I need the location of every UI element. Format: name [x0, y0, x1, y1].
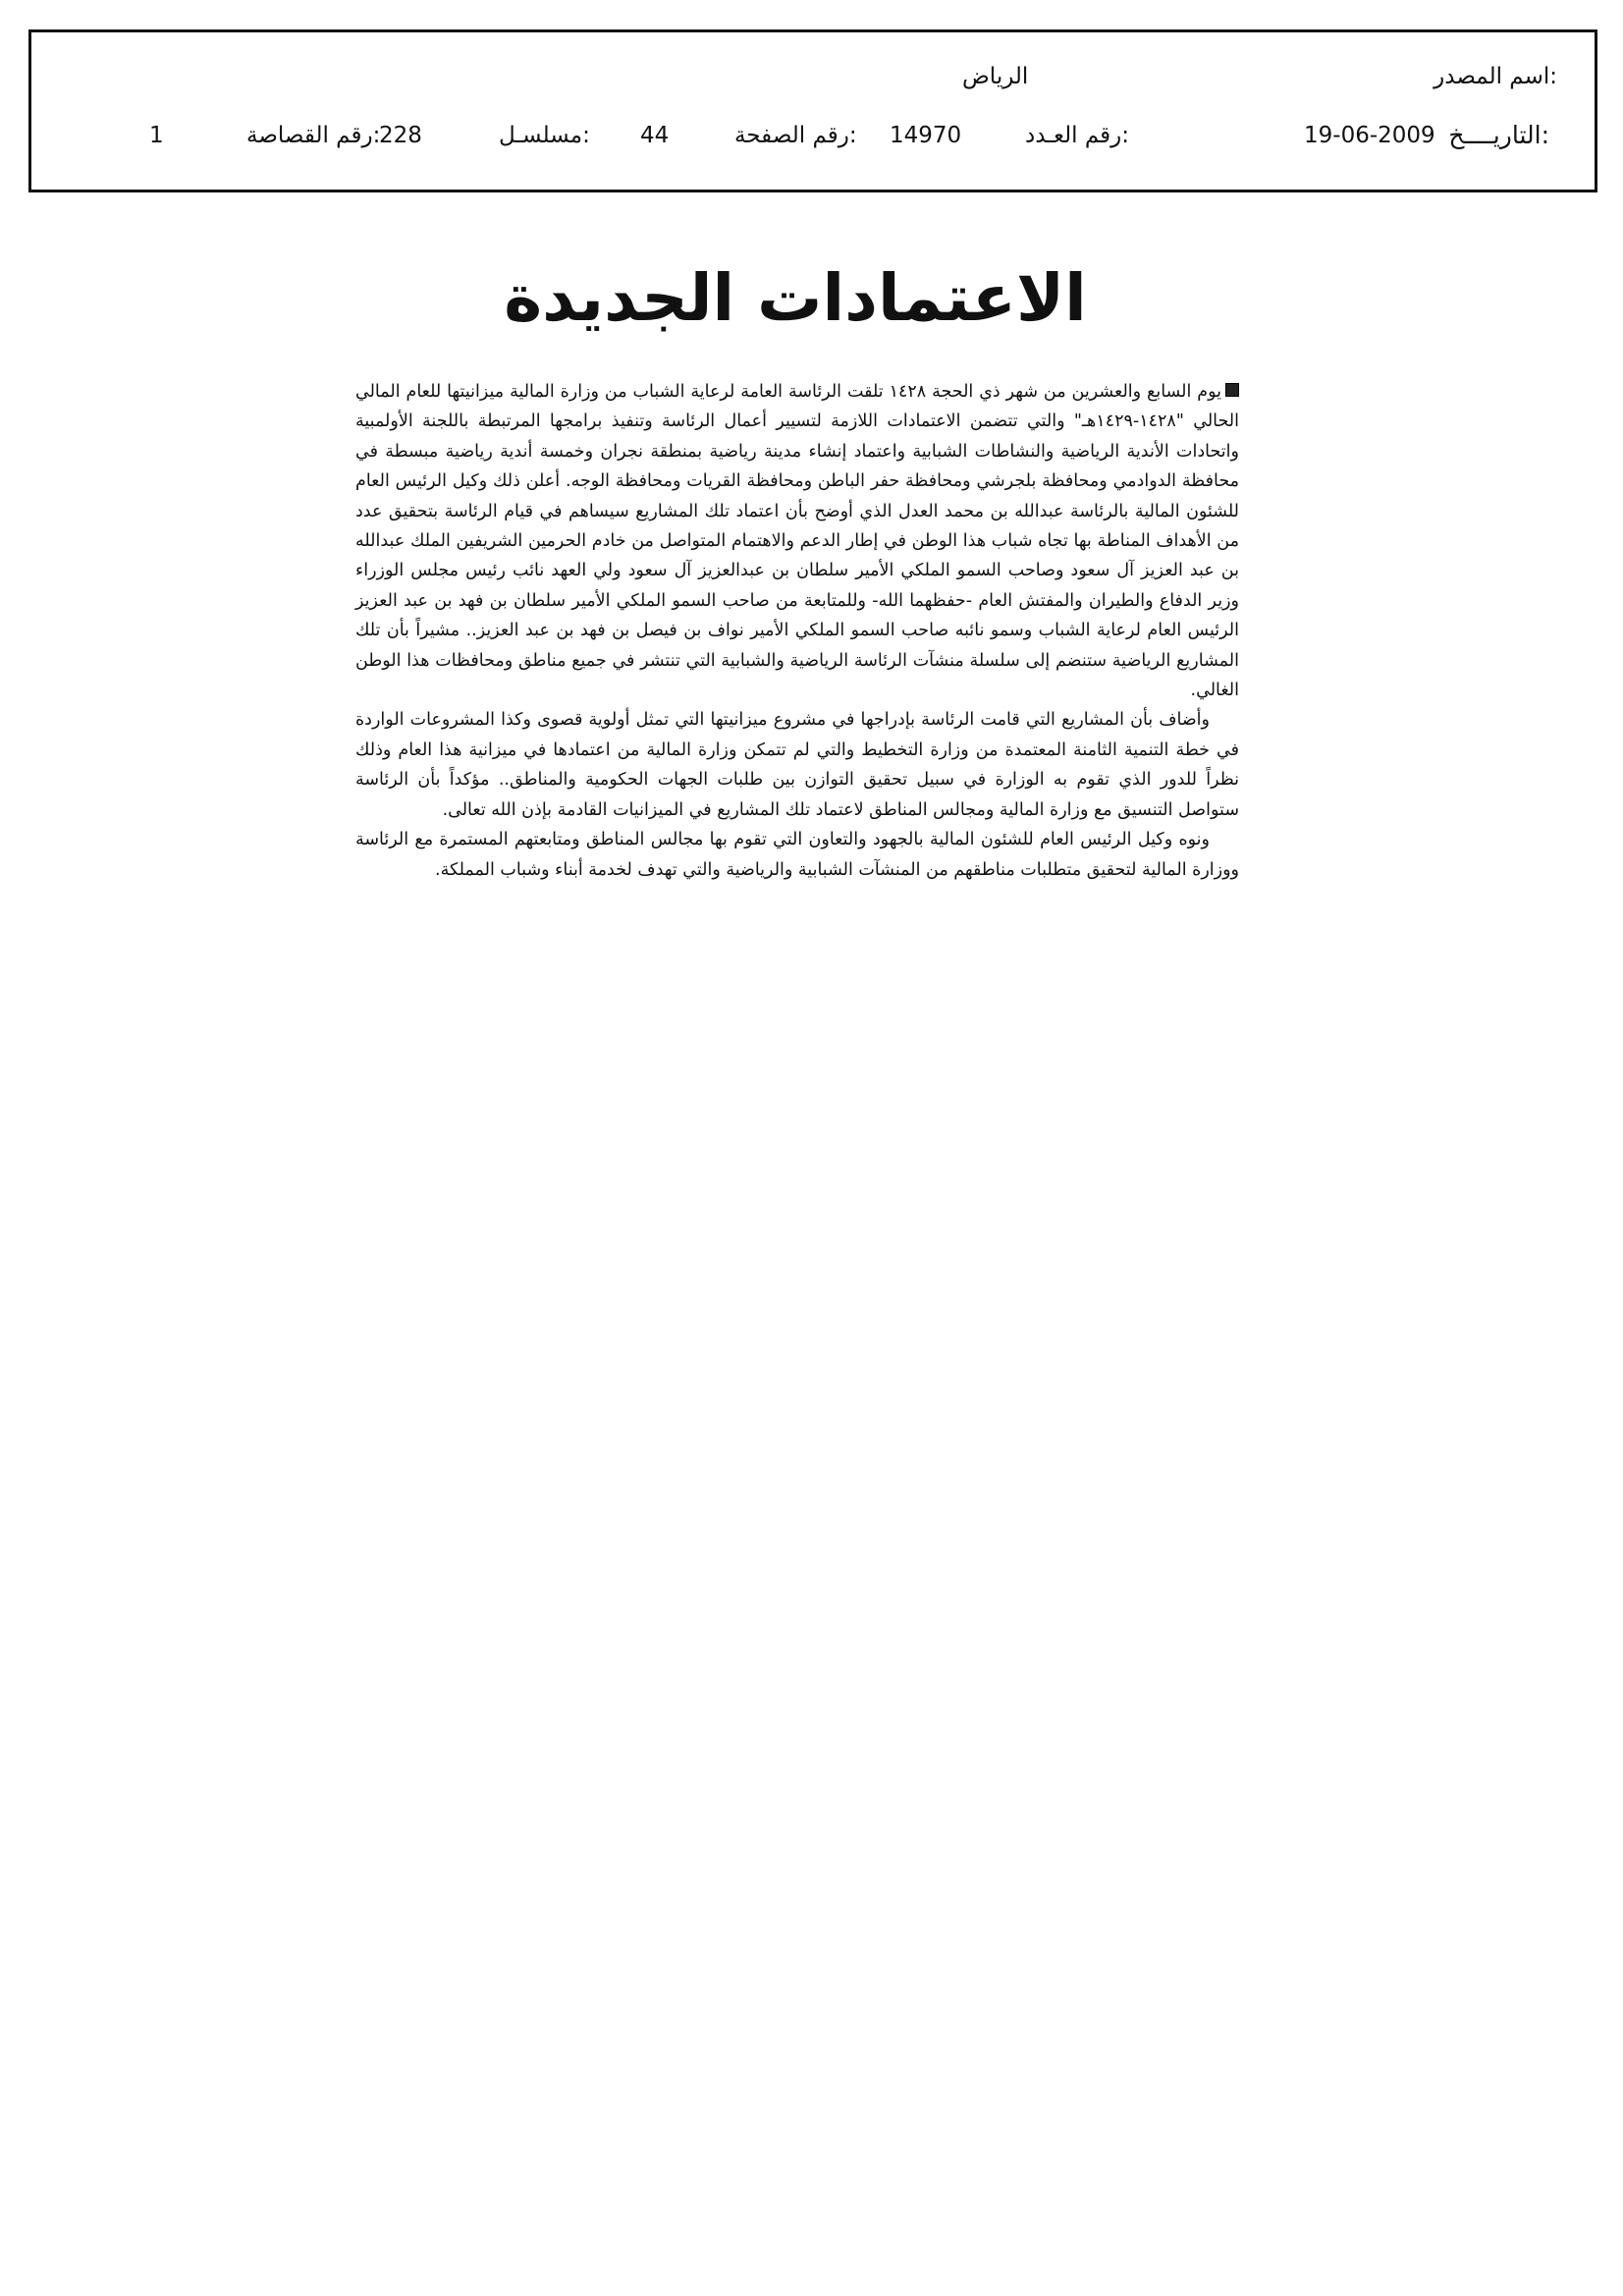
source-value: الرياض [962, 64, 1029, 89]
source-label: اسم المصدر: [1434, 64, 1557, 89]
article-paragraph: وأضاف بأن المشاريع التي قامت الرئاسة بإدراجها في مشروع ميزانيتها التي تمثل أولوية قصوى وكذا المشروعات الواردة في خطة التنمية الثامنة المعتمدة من وزارة التخطيط والتي لم تتمكن وزارة المالية من اعتمادها في ميزانية هذا العام وذلك نظراً للدور الذي تقوم به الوزارة في سبيل تحقيق التوازن بين طلبات الجهات الحكومية والمناطق.. مؤكداً بأن الرئاسة ستواصل التنسيق مع وزارة المالية ومجالس المناطق لاعتماد تلك المشاريع في الميزانيات القادمة بإذن الله تعالى. [355, 710, 1239, 820]
clip-number-value: 1 [149, 123, 164, 148]
date-label: التاريــــخ: [1448, 121, 1549, 149]
serial-label: مسلسـل: [499, 123, 590, 148]
date-value: 19-06-2009 [1304, 123, 1435, 148]
issue-value: 14970 [890, 123, 962, 148]
clipping-header-box [28, 29, 1597, 192]
article-paragraph: ونوه وكيل الرئيس العام للشئون المالية بالجهود والتعاون التي تقوم بها مجالس المناطق ومتابعتهم المستمرة مع الرئاسة ووزارة المالية لتحقيق متطلبات مناطقهم من المنشآت الشبابية والرياضية والتي تهدف لخدمة أبناء وشباب المملكة. [355, 830, 1239, 880]
article-paragraph-text: يوم السابع والعشرين من شهر ذي الحجة ١٤٢٨ تلقت الرئاسة العامة لرعاية الشباب من وزارة المالية ميزانيتها للعام المالي الحالي "١٤٢٨-١٤٢٩هـ" والتي تتضمن الاعتمادات اللازمة لتسيير أعمال الرئاسة وتنفيذ برامجها المرتبطة باللجنة الأولمبية واتحادات الأندية الرياضية والنشاطات الشبابية واعتماد إنشاء مدينة رياضية بمنطقة نجران وخمسة أندية رياضية مبسطة في محافظة الدوادمي ومحافظة بلجرشي ومحافظة حفر الباطن ومحافظة القريات ومحافظة الوجه. أعلن ذلك وكيل الرئيس العام للشئون المالية بالرئاسة عبدالله بن محمد العدل الذي أوضح بأن اعتماد تلك المشاريع سيساهم في قيام الرئاسة بتحقيق عدد من الأهداف المناطة بها تجاه شباب هذا الوطن في إطار الدعم والاهتمام المتواصل من خادم الحرمين الشريفين الملك عبدالله بن عبد العزيز آل سعود وصاحب السمو الملكي الأمير سلطان بن عبدالعزيز آل سعود ولي العهد نائب رئيس مجلس الوزراء وزير الدفاع والطيران والمفتش العام -حفظهما الله- وللمتابعة من صاحب السمو الملكي الأمير سلطان بن فهد بن عبد العزيز الرئيس العام لرعاية الشباب وسمو نائبه صاحب السمو الملكي الأمير نواف بن فيصل بن فهد بن عبد العزيز.. مشيراً بأن تلك المشاريع الرياضية ستنضم إلى سلسلة منشآت الرئاسة الرياضية والشبابية التي تنتشر في جميع مناطق ومحافظات هذا الوطن الغالي. [355, 382, 1240, 701]
page-label: رقم الصفحة: [734, 123, 857, 148]
square-bullet-icon [1225, 383, 1239, 397]
issue-label: رقم العـدد: [1025, 123, 1130, 148]
clip-number-label: رقم القصاصة: [246, 123, 381, 148]
article-headline: الاعتمادات الجديدة [504, 260, 1087, 336]
article-paragraph [355, 377, 1239, 705]
serial-value: 228 [379, 123, 422, 148]
page-value: 44 [640, 123, 670, 148]
article-body [355, 377, 1239, 885]
